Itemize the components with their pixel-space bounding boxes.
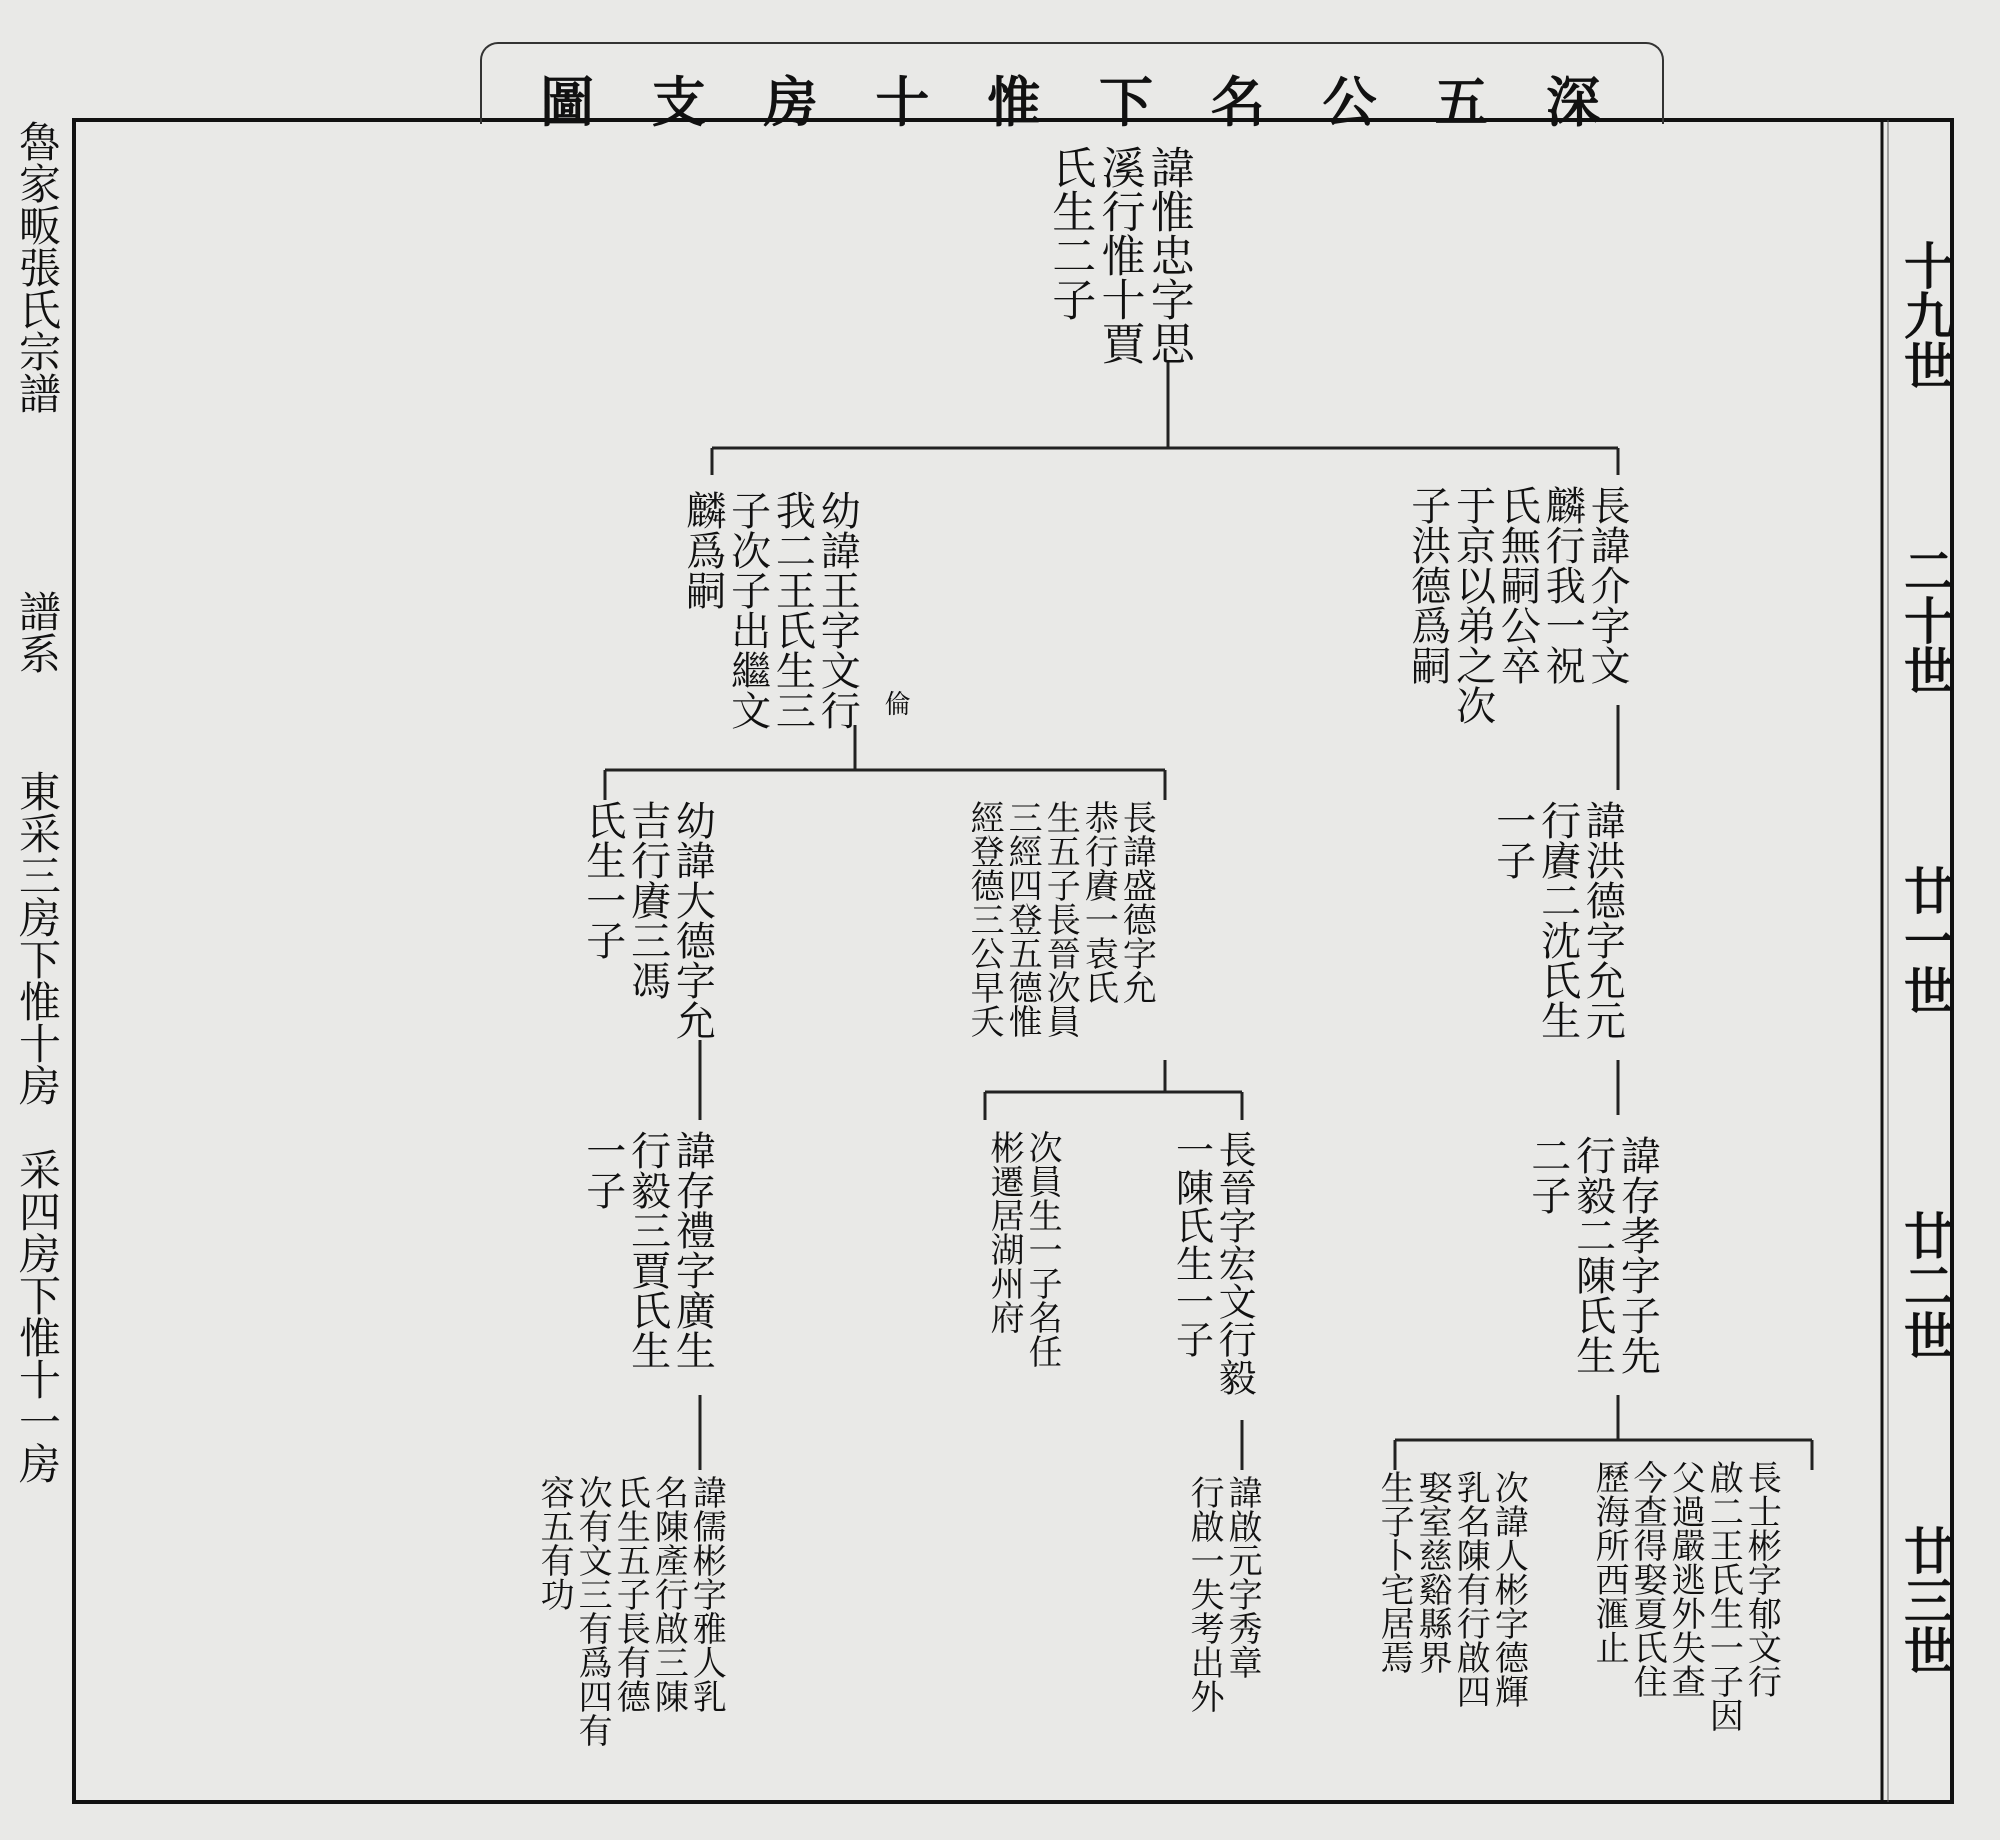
person-root: 諱惟忠字思 溪行惟十賈 氏生二子 — [1044, 145, 1194, 365]
person-gen21-shengde: 長諱盛德字允 恭行賡一袁氏 生五子長晉次員 三經四登五德惟 經登德三公早夭 — [964, 800, 1157, 1038]
page-title — [540, 60, 1600, 134]
person-gen21-dade: 幼諱大德字允 吉行賡三馮 氏生一子 — [579, 800, 716, 1040]
generation-label: 二十世 — [1896, 545, 1955, 695]
title-char: 支 — [651, 70, 706, 134]
person-gen20-elder: 長諱介字文 麟行我一祝 氏無嗣公卒 于京以弟之次 子洪德爲嗣 — [1404, 485, 1630, 725]
person-gen22-cunxiao: 諱存孝字子先 行毅二陳氏生 二子 — [1524, 1135, 1661, 1375]
person-gen23-qiyuan: 諱啟元字秀章 行啟一失考出外 — [1184, 1475, 1263, 1713]
person-gen23-renbin: 次諱人彬字德輝 乳名陳有行啟四 娶室慈谿縣界 生子卜宅居焉 — [1374, 1470, 1529, 1708]
title-char: 下 — [1098, 70, 1153, 134]
generation-label: 廿一世 — [1896, 865, 1955, 1015]
generation-label: 廿三世 — [1896, 1525, 1955, 1675]
person-gen20-younger: 幼諱王字文行 我二王氏生三 子次子出繼文 麟爲嗣 — [679, 490, 861, 730]
title-char: 深 — [1546, 70, 1600, 134]
margin-book-title: 魯家畈張氏宗譜 — [13, 120, 63, 414]
title-char: 公 — [1322, 70, 1377, 134]
title-char: 房 — [763, 70, 818, 134]
person-gen22-cunli: 諱存禮字廣生 行毅三賈氏生 一子 — [579, 1130, 716, 1370]
person-gen20-younger-note: 倫 — [880, 690, 911, 716]
person-gen21-hongde: 諱洪德字允元 行賡二沈氏生 一子 — [1489, 800, 1626, 1040]
generation-label: 廿二世 — [1896, 1210, 1955, 1360]
title-char: 名 — [1210, 70, 1265, 134]
title-char: 十 — [875, 70, 930, 134]
generation-label: 十九世 — [1896, 240, 1955, 390]
page-title-text — [540, 60, 1600, 134]
margin-branch: 東采三房下惟十房 采四房下惟十一房 — [13, 770, 63, 1484]
person-gen22-yuan: 次員生一子名任 彬遷居湖州府 — [984, 1130, 1063, 1368]
title-char: 惟 — [987, 70, 1042, 134]
title-char: 五 — [1434, 70, 1489, 134]
person-gen22-jin: 長晉字宏文行毅 一陳氏生一子 — [1169, 1130, 1257, 1396]
margin-section: 譜系 — [13, 590, 63, 674]
person-gen23-rubin: 諱儒彬字雅人乳 名陳產行啟三陳 氏生五子長有德 次有文三有爲四有 容五有功 — [534, 1475, 727, 1747]
title-char: 圖 — [540, 70, 595, 134]
person-gen23-shibin: 長士彬字郁文行 啟二王氏生一子因 父過嚴逃外失查 今查得娶夏氏住 歷海所西滙止 — [1589, 1460, 1782, 1732]
